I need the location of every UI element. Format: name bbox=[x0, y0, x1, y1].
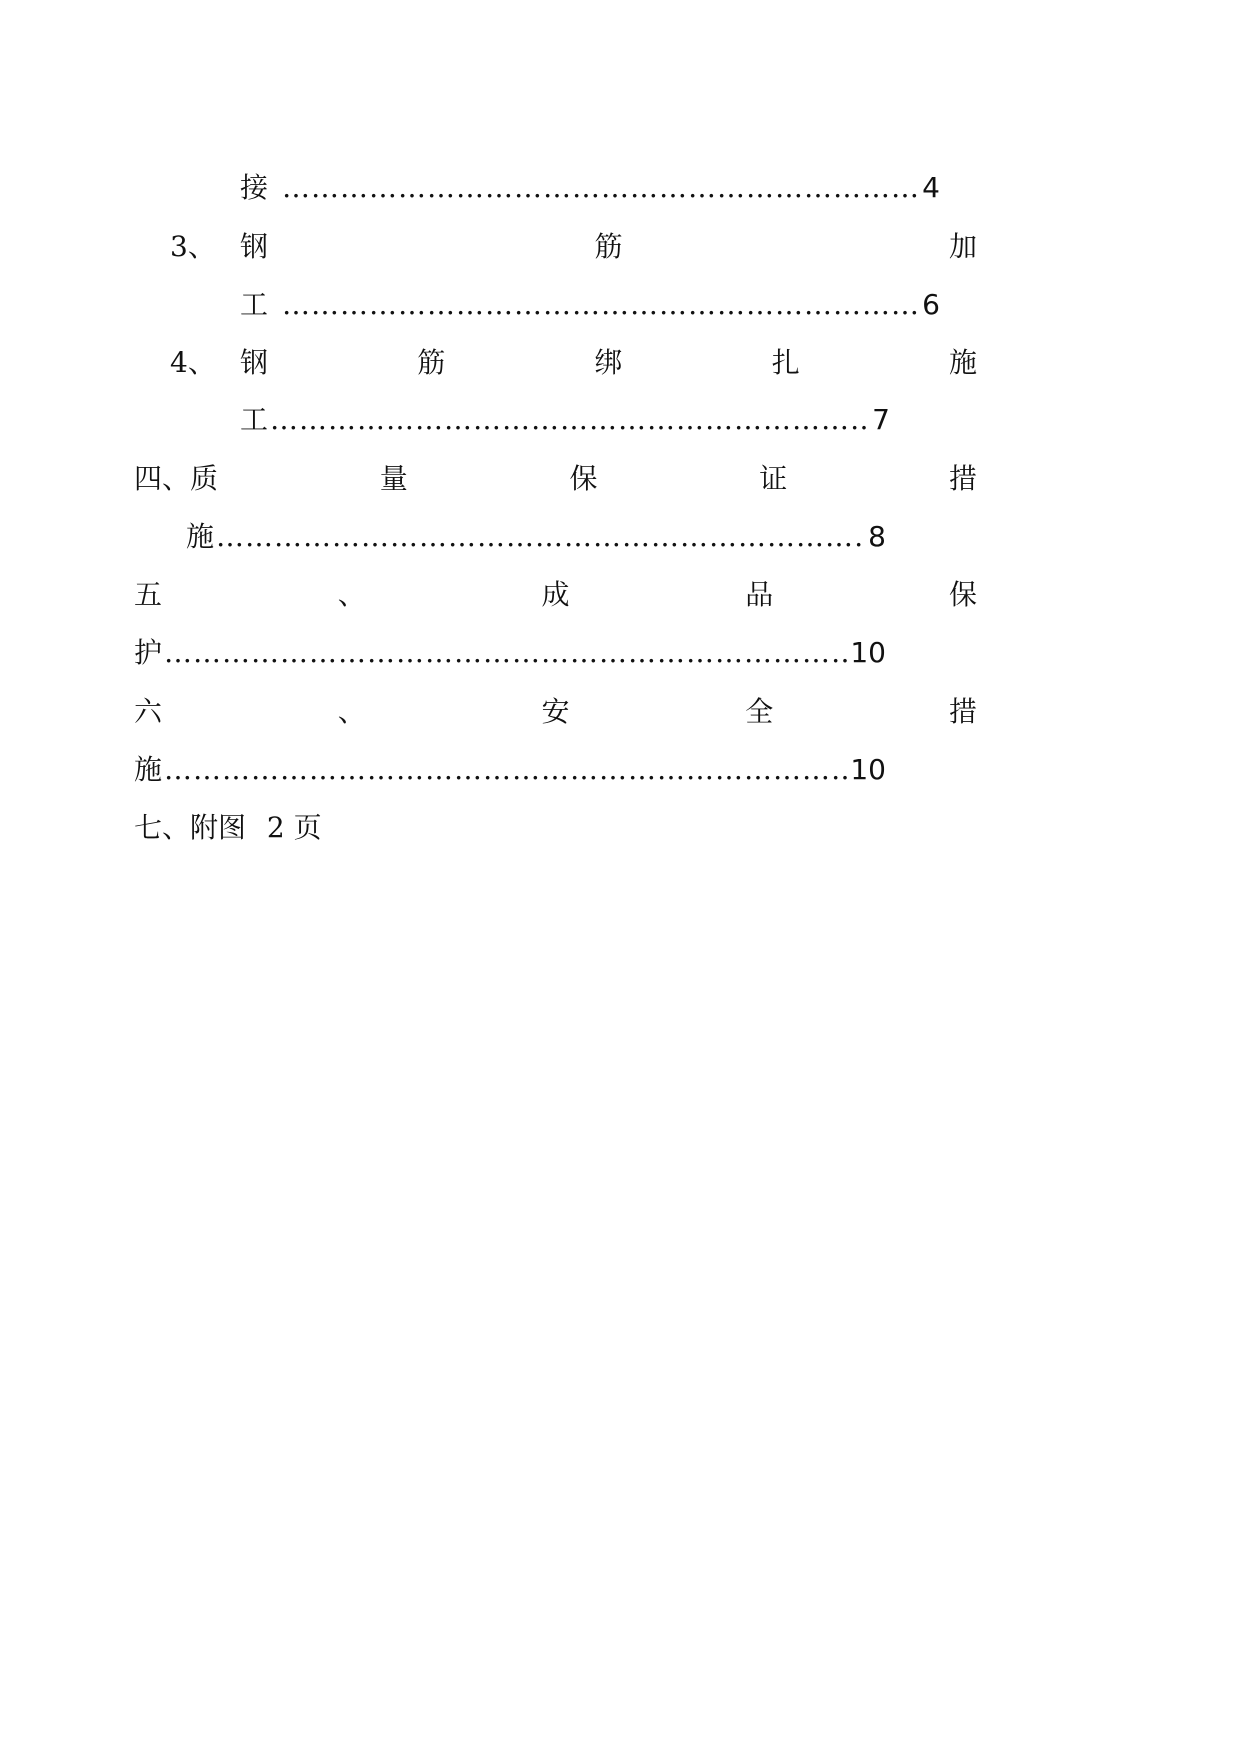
toc-heading-char: 成 bbox=[541, 578, 570, 611]
toc-entry-index: 4、 bbox=[170, 346, 216, 379]
toc-entry-continuation[interactable] bbox=[134, 633, 886, 673]
toc-heading-char: 保 bbox=[569, 462, 598, 495]
toc-heading-char: 品 bbox=[745, 578, 774, 611]
toc-entry-appendix[interactable] bbox=[134, 808, 322, 848]
leader-dots bbox=[282, 168, 920, 208]
toc-entry-heading[interactable] bbox=[134, 575, 977, 615]
leader-dots bbox=[216, 517, 866, 557]
toc-entry-continuation[interactable] bbox=[134, 750, 886, 790]
toc-entry-continuation[interactable] bbox=[186, 517, 886, 557]
toc-entry-text: 工 bbox=[240, 288, 269, 321]
toc-page-number: 6 bbox=[922, 288, 940, 321]
toc-entry-text: 七、附图 bbox=[134, 811, 247, 844]
toc-heading-char: 六 bbox=[134, 695, 163, 728]
leader-dots bbox=[164, 633, 848, 673]
leader-dots bbox=[164, 750, 848, 790]
toc-entry-continuation[interactable] bbox=[240, 168, 940, 208]
toc-entry-index: 3、 bbox=[170, 230, 216, 263]
toc-heading-char: 施 bbox=[948, 346, 977, 379]
toc-heading-char: 钢 bbox=[240, 346, 269, 379]
toc-entry-text: 施 bbox=[134, 753, 163, 786]
toc-heading-char: 筋 bbox=[417, 346, 446, 379]
toc-heading-char: 绑 bbox=[594, 346, 623, 379]
toc-heading-char: 证 bbox=[759, 462, 788, 495]
toc-page-number: 10 bbox=[850, 753, 886, 786]
toc-entry-text: 护 bbox=[134, 636, 163, 669]
toc-heading-char: 加 bbox=[948, 230, 977, 263]
toc-heading-char: 措 bbox=[948, 695, 977, 728]
toc-heading-char: 扎 bbox=[771, 346, 800, 379]
toc-entry-pages: 2 页 bbox=[266, 811, 322, 844]
toc-heading-char: 钢 bbox=[240, 230, 269, 263]
toc-entry-text: 施 bbox=[186, 520, 215, 553]
toc-entry-heading[interactable] bbox=[134, 459, 977, 499]
toc-heading-char: 保 bbox=[948, 578, 977, 611]
toc-entry-text: 工 bbox=[240, 403, 269, 436]
toc-entry-heading[interactable] bbox=[134, 692, 977, 732]
leader-dots bbox=[282, 285, 920, 325]
toc-page-number: 10 bbox=[850, 636, 886, 669]
leader-dots bbox=[270, 400, 870, 440]
toc-page-number: 7 bbox=[872, 403, 890, 436]
toc-entry-text: 接 bbox=[240, 171, 269, 204]
toc-heading-char: 筋 bbox=[594, 230, 623, 263]
toc-heading-char: 量 bbox=[379, 462, 408, 495]
toc-heading-char: 措 bbox=[948, 462, 977, 495]
toc-heading-char: 安 bbox=[541, 695, 570, 728]
toc-entry-continuation[interactable] bbox=[240, 285, 940, 325]
toc-page-number: 4 bbox=[922, 171, 940, 204]
toc-entry-heading[interactable] bbox=[240, 343, 977, 383]
toc-entry-heading[interactable] bbox=[240, 227, 977, 267]
toc-entry-number bbox=[170, 343, 216, 383]
toc-page-number: 8 bbox=[868, 520, 886, 553]
toc-heading-char: 五 bbox=[134, 578, 163, 611]
toc-heading-char: 全 bbox=[745, 695, 774, 728]
toc-heading-char: 四、质 bbox=[134, 462, 219, 495]
toc-heading-char: 、 bbox=[337, 695, 366, 728]
toc-heading-char: 、 bbox=[337, 578, 366, 611]
toc-entry-continuation[interactable] bbox=[240, 400, 890, 440]
toc-entry-number bbox=[170, 227, 216, 267]
